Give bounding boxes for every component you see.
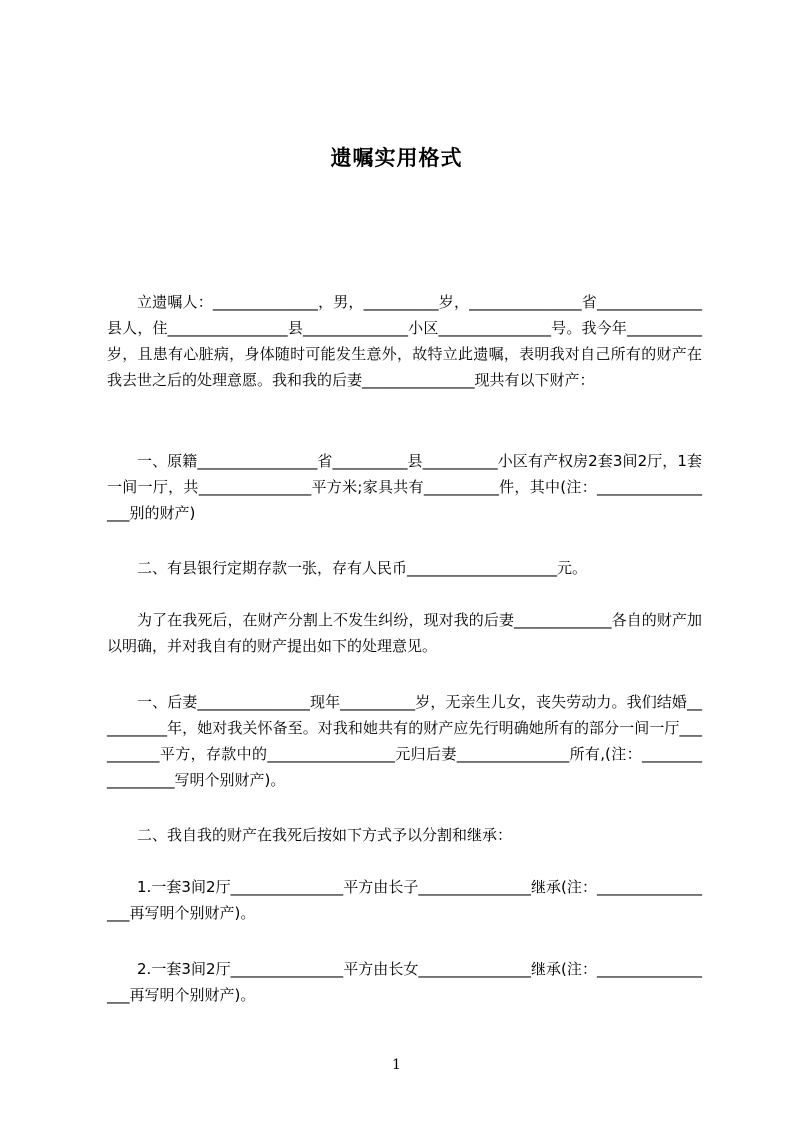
paragraph-purpose: 为了在我死后，在财产分割上不发生纠纷，现对我的后妻_____________各自的财产加以明确，并对我自有的财产提出如下的处理意见。	[107, 611, 702, 655]
document-title: 遗嘱实用格式	[330, 146, 463, 170]
paragraph-testator-intro: 立遗嘱人：______________，男，__________岁，_______________省______________县人，住________________县______________小区_______________号。我今年__________岁，且患有心脏病，身体随时可能发生意外，故特立此遗嘱，表明我对自己所有的财产在我去世之后的处理意愿。我和我的后妻_______________现共有以下财产：	[107, 293, 702, 389]
paragraph-inheritance-son: 1.一套3间2厅_______________平方由长子_______________继承(注：_________________再写明个别财产)。	[107, 878, 702, 922]
paragraph-property-deposit: 二、有县银行定期存款一张，存有人民币____________________元。	[137, 559, 588, 577]
paragraph-property-house: 一、原籍________________省__________县__________小区有产权房2套3间2厅，1套一间一厅，共_______________平方米;家具共有__________件，其中(注：_________________别的财产)	[107, 452, 702, 522]
paragraph-inheritance-heading: 二、我自我的财产在我死后按如下方式予以分割和继承：	[137, 826, 513, 844]
paragraph-inheritance-daughter: 2.一套3间2厅_______________平方由长女_______________继承(注：_________________再写明个别财产)。	[107, 960, 702, 1004]
page-number: 1	[392, 1057, 401, 1073]
paragraph-spouse-share: 一、后妻_______________现年__________岁，无亲生儿女，丧失劳动力。我们结婚__________年，她对我关怀备至。对我和她共有的财产应先行明确她所有的部分一间一厅__________平方，存款中的_________________元归后妻_______________所有,(注：_________________写明个别财产)。	[107, 693, 702, 789]
